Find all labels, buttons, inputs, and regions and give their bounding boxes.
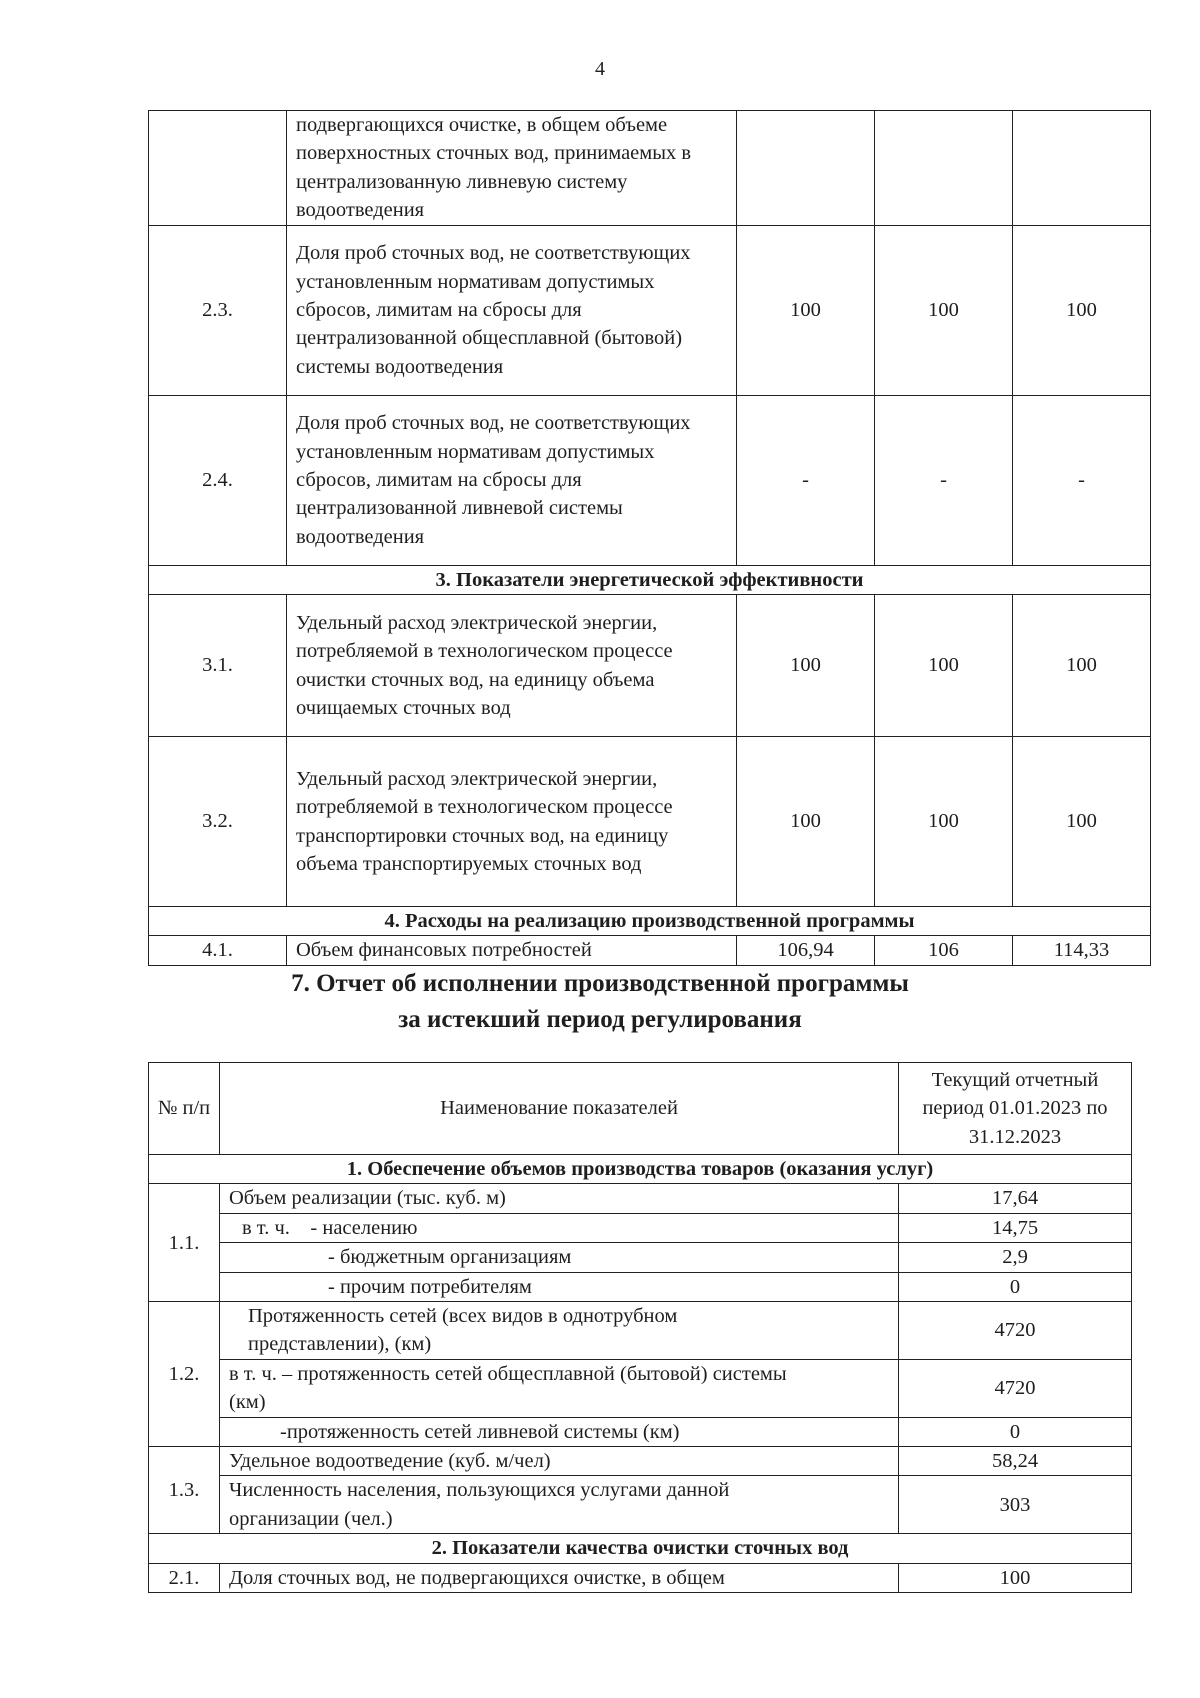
section-header-row: [149, 1155, 1132, 1184]
section-title: 1. Обеспечение объемов производства товаров (оказания услуг): [149, 1155, 1132, 1184]
table-row: [149, 1417, 1132, 1446]
section-title: 4. Расходы на реализацию производственной программы: [149, 907, 1151, 936]
section-header-row: [149, 907, 1151, 936]
value-cell: 106,94: [737, 936, 875, 965]
value-cell: 100: [875, 225, 1013, 395]
value-cell: 17,64: [899, 1184, 1132, 1213]
value-cell: 100: [1013, 225, 1151, 395]
indicator-name: Доля проб сточных вод, не соответствующих установленным нормативам допустимых сбросов, лимитам на сбросы для централизованной общесплавной (бытовой) системы водоотведения: [287, 225, 737, 395]
indicator-name: Численность населения, пользующихся услугами данной организации (чел.): [220, 1476, 899, 1534]
table-row: [149, 1359, 1132, 1417]
row-number: 1.1.: [149, 1184, 220, 1302]
indicator-name: в т. ч. - населению: [220, 1213, 899, 1242]
header-name: Наименование показателей: [220, 1063, 899, 1155]
row-number: 2.4.: [149, 395, 287, 565]
header-number: № п/п: [149, 1063, 220, 1155]
value-cell: [875, 111, 1013, 226]
value-cell: 114,33: [1013, 936, 1151, 965]
section-header-row: [149, 1534, 1132, 1563]
indicator-name: Удельное водоотведение (куб. м/чел): [220, 1447, 899, 1476]
value-cell: 0: [899, 1272, 1132, 1301]
indicator-name: Доля проб сточных вод, не соответствующих установленным нормативам допустимых сбросов, лимитам на сбросы для централизованной ливневой системы водоотведения: [287, 395, 737, 565]
section-title: 2. Показатели качества очистки сточных вод: [149, 1534, 1132, 1563]
row-number: 2.3.: [149, 225, 287, 395]
table-row: [149, 1243, 1132, 1272]
indicator-name: Доля сточных вод, не подвергающихся очистке, в общем: [220, 1563, 899, 1592]
row-number: 3.1.: [149, 595, 287, 737]
table-row: [149, 1302, 1132, 1360]
indicator-name: - прочим потребителям: [220, 1272, 899, 1301]
table-row: [149, 225, 1151, 395]
value-cell: 0: [899, 1417, 1132, 1446]
value-cell: 303: [899, 1476, 1132, 1534]
value-cell: 100: [737, 737, 875, 907]
table-row: [149, 1272, 1132, 1301]
value-cell: 14,75: [899, 1213, 1132, 1242]
table-row: [149, 395, 1151, 565]
value-cell: 100: [1013, 595, 1151, 737]
section-title: 3. Показатели энергетической эффективности: [149, 565, 1151, 594]
value-cell: 100: [875, 595, 1013, 737]
row-number: 1.2.: [149, 1302, 220, 1447]
table-row: [149, 111, 1151, 226]
value-cell: 100: [899, 1563, 1132, 1592]
row-number: 4.1.: [149, 936, 287, 965]
indicator-name: Объем финансовых потребностей: [287, 936, 737, 965]
indicator-name: в т. ч. – протяженность сетей общесплавной (бытовой) системы (км): [220, 1359, 899, 1417]
page-number: 4: [595, 58, 605, 80]
value-cell: 100: [1013, 737, 1151, 907]
value-cell: 106: [875, 936, 1013, 965]
indicator-name: Объем реализации (тыс. куб. м): [220, 1184, 899, 1213]
table-row: [149, 1447, 1132, 1476]
row-number: 2.1.: [149, 1563, 220, 1592]
value-cell: [737, 111, 875, 226]
section-7-title-line2: за истекший период регулирования: [398, 1006, 802, 1033]
value-cell: 58,24: [899, 1447, 1132, 1476]
indicator-name: -протяженность сетей ливневой системы (км): [220, 1417, 899, 1446]
section-7-title: [0, 966, 1200, 1038]
value-cell: [1013, 111, 1151, 226]
table-row: [149, 1213, 1132, 1242]
row-number: 3.2.: [149, 737, 287, 907]
row-number: 1.3.: [149, 1447, 220, 1534]
indicator-name: Удельный расход электрической энергии, потребляемой в технологическом процессе очистки сточных вод, на единицу объема очищаемых сточных вод: [287, 595, 737, 737]
value-cell: -: [1013, 395, 1151, 565]
indicator-name: подвергающихся очистке, в общем объеме поверхностных сточных вод, принимаемых в централизованную ливневую систему водоотведения: [287, 111, 737, 226]
header-period: Текущий отчетный период 01.01.2023 по 31.12.2023: [899, 1063, 1132, 1155]
value-cell: 2,9: [899, 1243, 1132, 1272]
section-header-row: [149, 565, 1151, 594]
value-cell: 100: [875, 737, 1013, 907]
table-row: [149, 1563, 1132, 1592]
header-row: [149, 1063, 1132, 1155]
value-cell: 4720: [899, 1302, 1132, 1360]
table-row: [149, 737, 1151, 907]
indicator-name: Удельный расход электрической энергии, потребляемой в технологическом процессе транспортировки сточных вод, на единицу объема транспортируемых сточных вод: [287, 737, 737, 907]
table-row: [149, 1476, 1132, 1534]
value-cell: 100: [737, 595, 875, 737]
value-cell: -: [875, 395, 1013, 565]
indicator-name: - бюджетным организациям: [220, 1243, 899, 1272]
table-row: [149, 936, 1151, 965]
report-table: [148, 1062, 1132, 1593]
value-cell: 4720: [899, 1359, 1132, 1417]
table-row: [149, 595, 1151, 737]
row-number: [149, 111, 287, 226]
section-7-title-line1: 7. Отчет об исполнении производственной программы: [291, 970, 909, 997]
value-cell: -: [737, 395, 875, 565]
table-row: [149, 1184, 1132, 1213]
value-cell: 100: [737, 225, 875, 395]
indicator-name: Протяженность сетей (всех видов в однотрубном представлении), (км): [220, 1302, 899, 1360]
indicators-table: [148, 110, 1151, 966]
